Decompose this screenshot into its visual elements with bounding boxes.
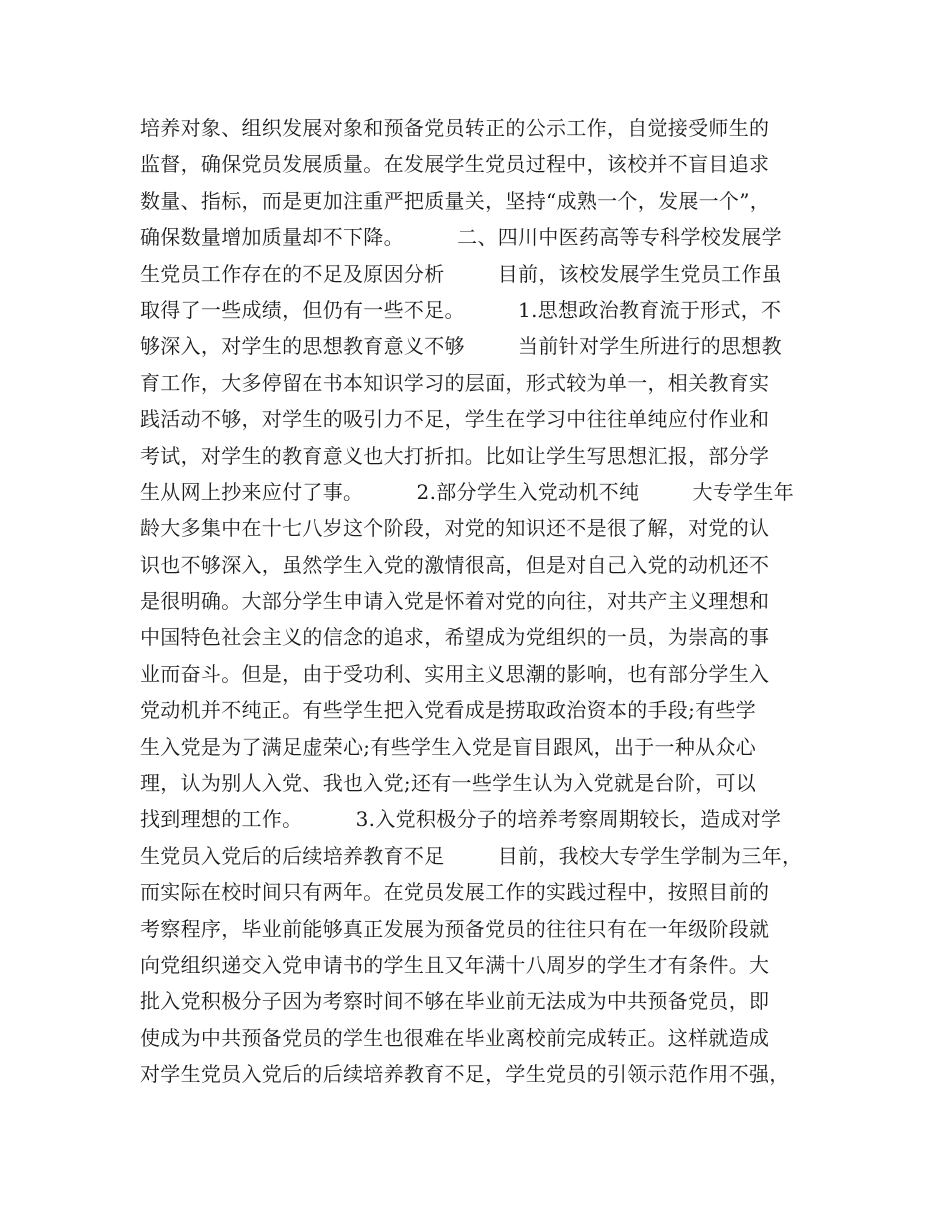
text-line: 业而奋斗。但是，由于受功利、实用主义思潮的影响，也有部分学生入 [140, 661, 770, 686]
text-line: 而实际在校时间只有两年。在党员发展工作的实践过程中，按照目前的 [140, 880, 770, 905]
text-line: 确保数量增加质量却不下降。 二、四川中医药高等专科学校发展学 [140, 225, 782, 250]
text-line: 践活动不够，对学生的吸引力不足，学生在学习中往往单纯应付作业和 [140, 407, 770, 432]
text-line: 考试，对学生的教育意义也大打折扣。比如让学生写思想汇报，部分学 [140, 443, 770, 468]
text-line: 找到理想的工作。 3.入党积极分子的培养考察周期较长，造成对学 [140, 807, 782, 832]
text-line: 生从网上抄来应付了事。 2.部分学生入党动机不纯 大专学生年 [140, 479, 794, 504]
text-line: 生党员工作存在的不足及原因分析 目前，该校发展学生党员工作虽 [140, 261, 782, 286]
body-text [140, 110, 830, 1093]
text-line: 党动机并不纯正。有些学生把入党看成是捞取政治资本的手段;有些学 [140, 698, 757, 723]
text-line: 培养对象、组织发展对象和预备党员转正的公示工作，自觉接受师生的 [140, 116, 770, 140]
text-line: 生入党是为了满足虚荣心;有些学生入党是盲目跟风，出于一种从众心 [140, 734, 757, 759]
text-line: 数量、指标，而是更加注重严把质量关，坚持“成熟一个，发展一个”， [140, 188, 771, 213]
text-line: 对学生党员入党后的后续培养教育不足，学生党员的引领示范作用不强， [140, 1062, 790, 1087]
text-line: 理，认为别人入党、我也入党;还有一些学生认为入党就是台阶，可以 [140, 771, 757, 796]
text-line: 育工作，大多停留在书本知识学习的层面，形式较为单一，相关教育实 [140, 370, 770, 395]
text-line: 考察程序，毕业前能够真正发展为预备党员的往往只有在一年级阶段就 [140, 916, 770, 941]
text-line: 向党组织递交入党申请书的学生且又年满十八周岁的学生才有条件。大 [140, 952, 770, 977]
text-line: 够深入，对学生的思想教育意义不够 当前针对学生所进行的思想教 [140, 334, 782, 359]
text-line: 是很明确。大部分学生申请入党是怀着对党的向往，对共产主义理想和 [140, 589, 770, 614]
text-line: 取得了一些成绩，但仍有一些不足。 1.思想政治教育流于形式，不 [140, 297, 782, 322]
text-line: 中国特色社会主义的信念的追求，希望成为党组织的一员，为崇高的事 [140, 625, 770, 650]
text-line: 监督，确保党员发展质量。在发展学生党员过程中，该校并不盲目追求 [140, 152, 770, 177]
text-line: 使成为中共预备党员的学生也很难在毕业离校前完成转正。这样就造成 [140, 1025, 770, 1050]
text-line: 批入党积极分子因为考察时间不够在毕业前无法成为中共预备党员，即 [140, 989, 770, 1014]
text-line: 龄大多集中在十七八岁这个阶段，对党的知识还不是很了解，对党的认 [140, 516, 770, 541]
text-line: 生党员入党后的后续培养教育不足 目前，我校大专学生学制为三年， [140, 843, 803, 868]
text-line: 识也不够深入，虽然学生入党的激情很高，但是对自己入党的动机还不 [140, 552, 770, 577]
